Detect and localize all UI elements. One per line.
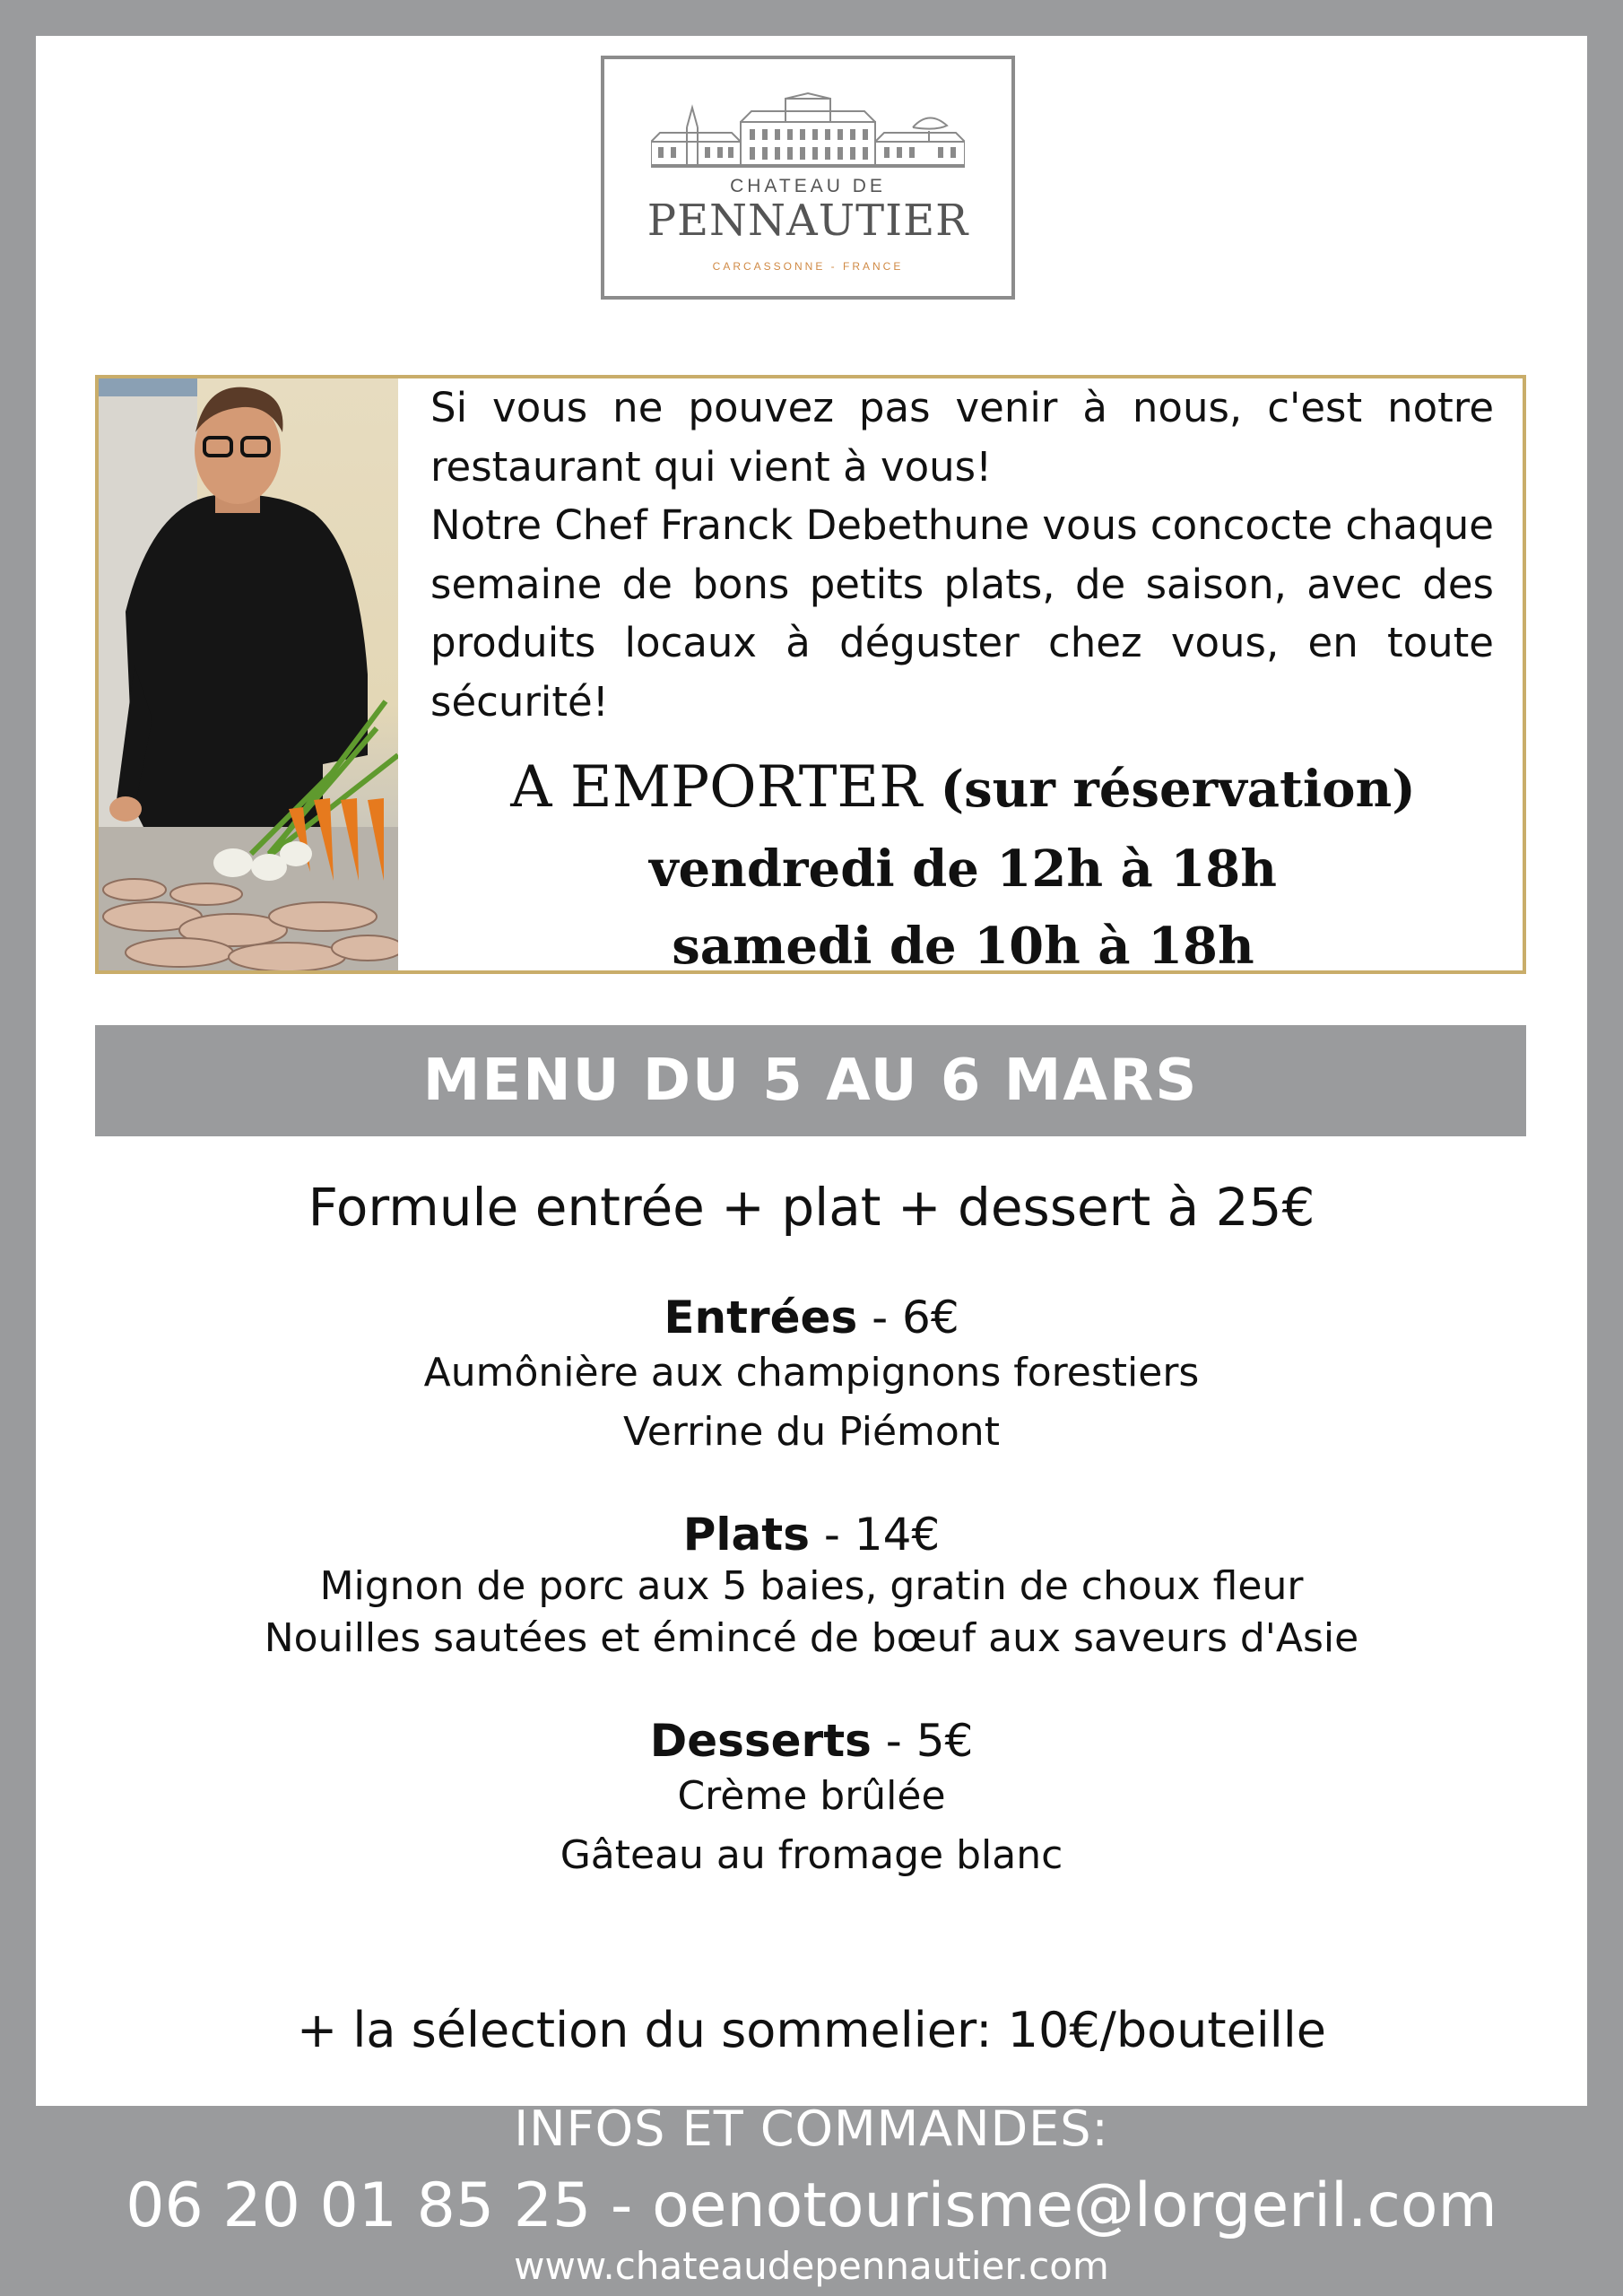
hours-friday: vendredi de 12h à 18h	[649, 839, 1277, 899]
section-name: Desserts	[649, 1715, 872, 1767]
intro-box	[95, 375, 1526, 974]
section-title	[36, 1292, 1587, 1344]
section-name: Entrées	[664, 1292, 858, 1344]
menu-banner: MENU DU 5 AU 6 MARS	[95, 1025, 1526, 1136]
footer-contact: 06 20 01 85 25 - oenotourisme@lorgeril.com	[126, 2170, 1497, 2241]
takeaway-info	[404, 746, 1523, 985]
hours-saturday: samedi de 10h à 18h	[672, 917, 1254, 976]
section-plats	[36, 1509, 1587, 1665]
takeaway-note: (sur réservation)	[940, 760, 1416, 819]
section-title	[36, 1509, 1587, 1561]
takeaway-title	[404, 746, 1523, 831]
chateau-logo	[601, 56, 1015, 300]
chef-photo	[99, 378, 398, 970]
section-title	[36, 1715, 1587, 1767]
menu-formula: Formule entrée + plat + dessert à 25€	[308, 1177, 1315, 1238]
dish-item: Nouilles sautées et émincé de bœuf aux saveurs d'Asie	[264, 1615, 1359, 1661]
section-name: Plats	[682, 1509, 810, 1561]
logo-subtitle: CHATEAU DE	[730, 176, 886, 196]
intro-text	[430, 378, 1494, 731]
dish-item: Verrine du Piémont	[623, 1409, 1000, 1455]
takeaway-label: A EMPORTER	[510, 754, 923, 821]
dish-item: Aumônière aux champignons forestiers	[423, 1350, 1200, 1396]
section-price: - 5€	[871, 1715, 974, 1767]
section-desserts	[36, 1715, 1587, 1885]
section-entrees	[36, 1292, 1587, 1462]
dish-item: Gâteau au fromage blanc	[560, 1832, 1063, 1878]
section-price: - 6€	[857, 1292, 959, 1344]
section-price: - 14€	[809, 1509, 941, 1561]
dish-item: Mignon de porc aux 5 baies, gratin de choux fleur	[319, 1563, 1304, 1609]
logo-name: PENNAUTIER	[647, 196, 969, 246]
footer-heading: INFOS ET COMMANDES:	[514, 2100, 1109, 2157]
intro-paragraph-1: Si vous ne pouvez pas venir à nous, c'est notre restaurant qui vient à vous!	[430, 384, 1494, 491]
intro-paragraph-2: Notre Chef Franck Debethune vous concocte chaque semaine de bons petits plats, de saison, avec des produits locaux à déguster chez vous, en toute sécurité!	[430, 501, 1494, 726]
sommelier-selection: + la sélection du sommelier: 10€/bouteille	[296, 2002, 1327, 2058]
dish-item: Crème brûlée	[677, 1773, 946, 1819]
logo-location: CARCASSONNE - FRANCE	[712, 260, 904, 273]
menu-page	[36, 36, 1587, 2106]
chateau-building-icon	[651, 91, 965, 169]
footer-website: www.chateaudepennautier.com	[514, 2244, 1109, 2288]
